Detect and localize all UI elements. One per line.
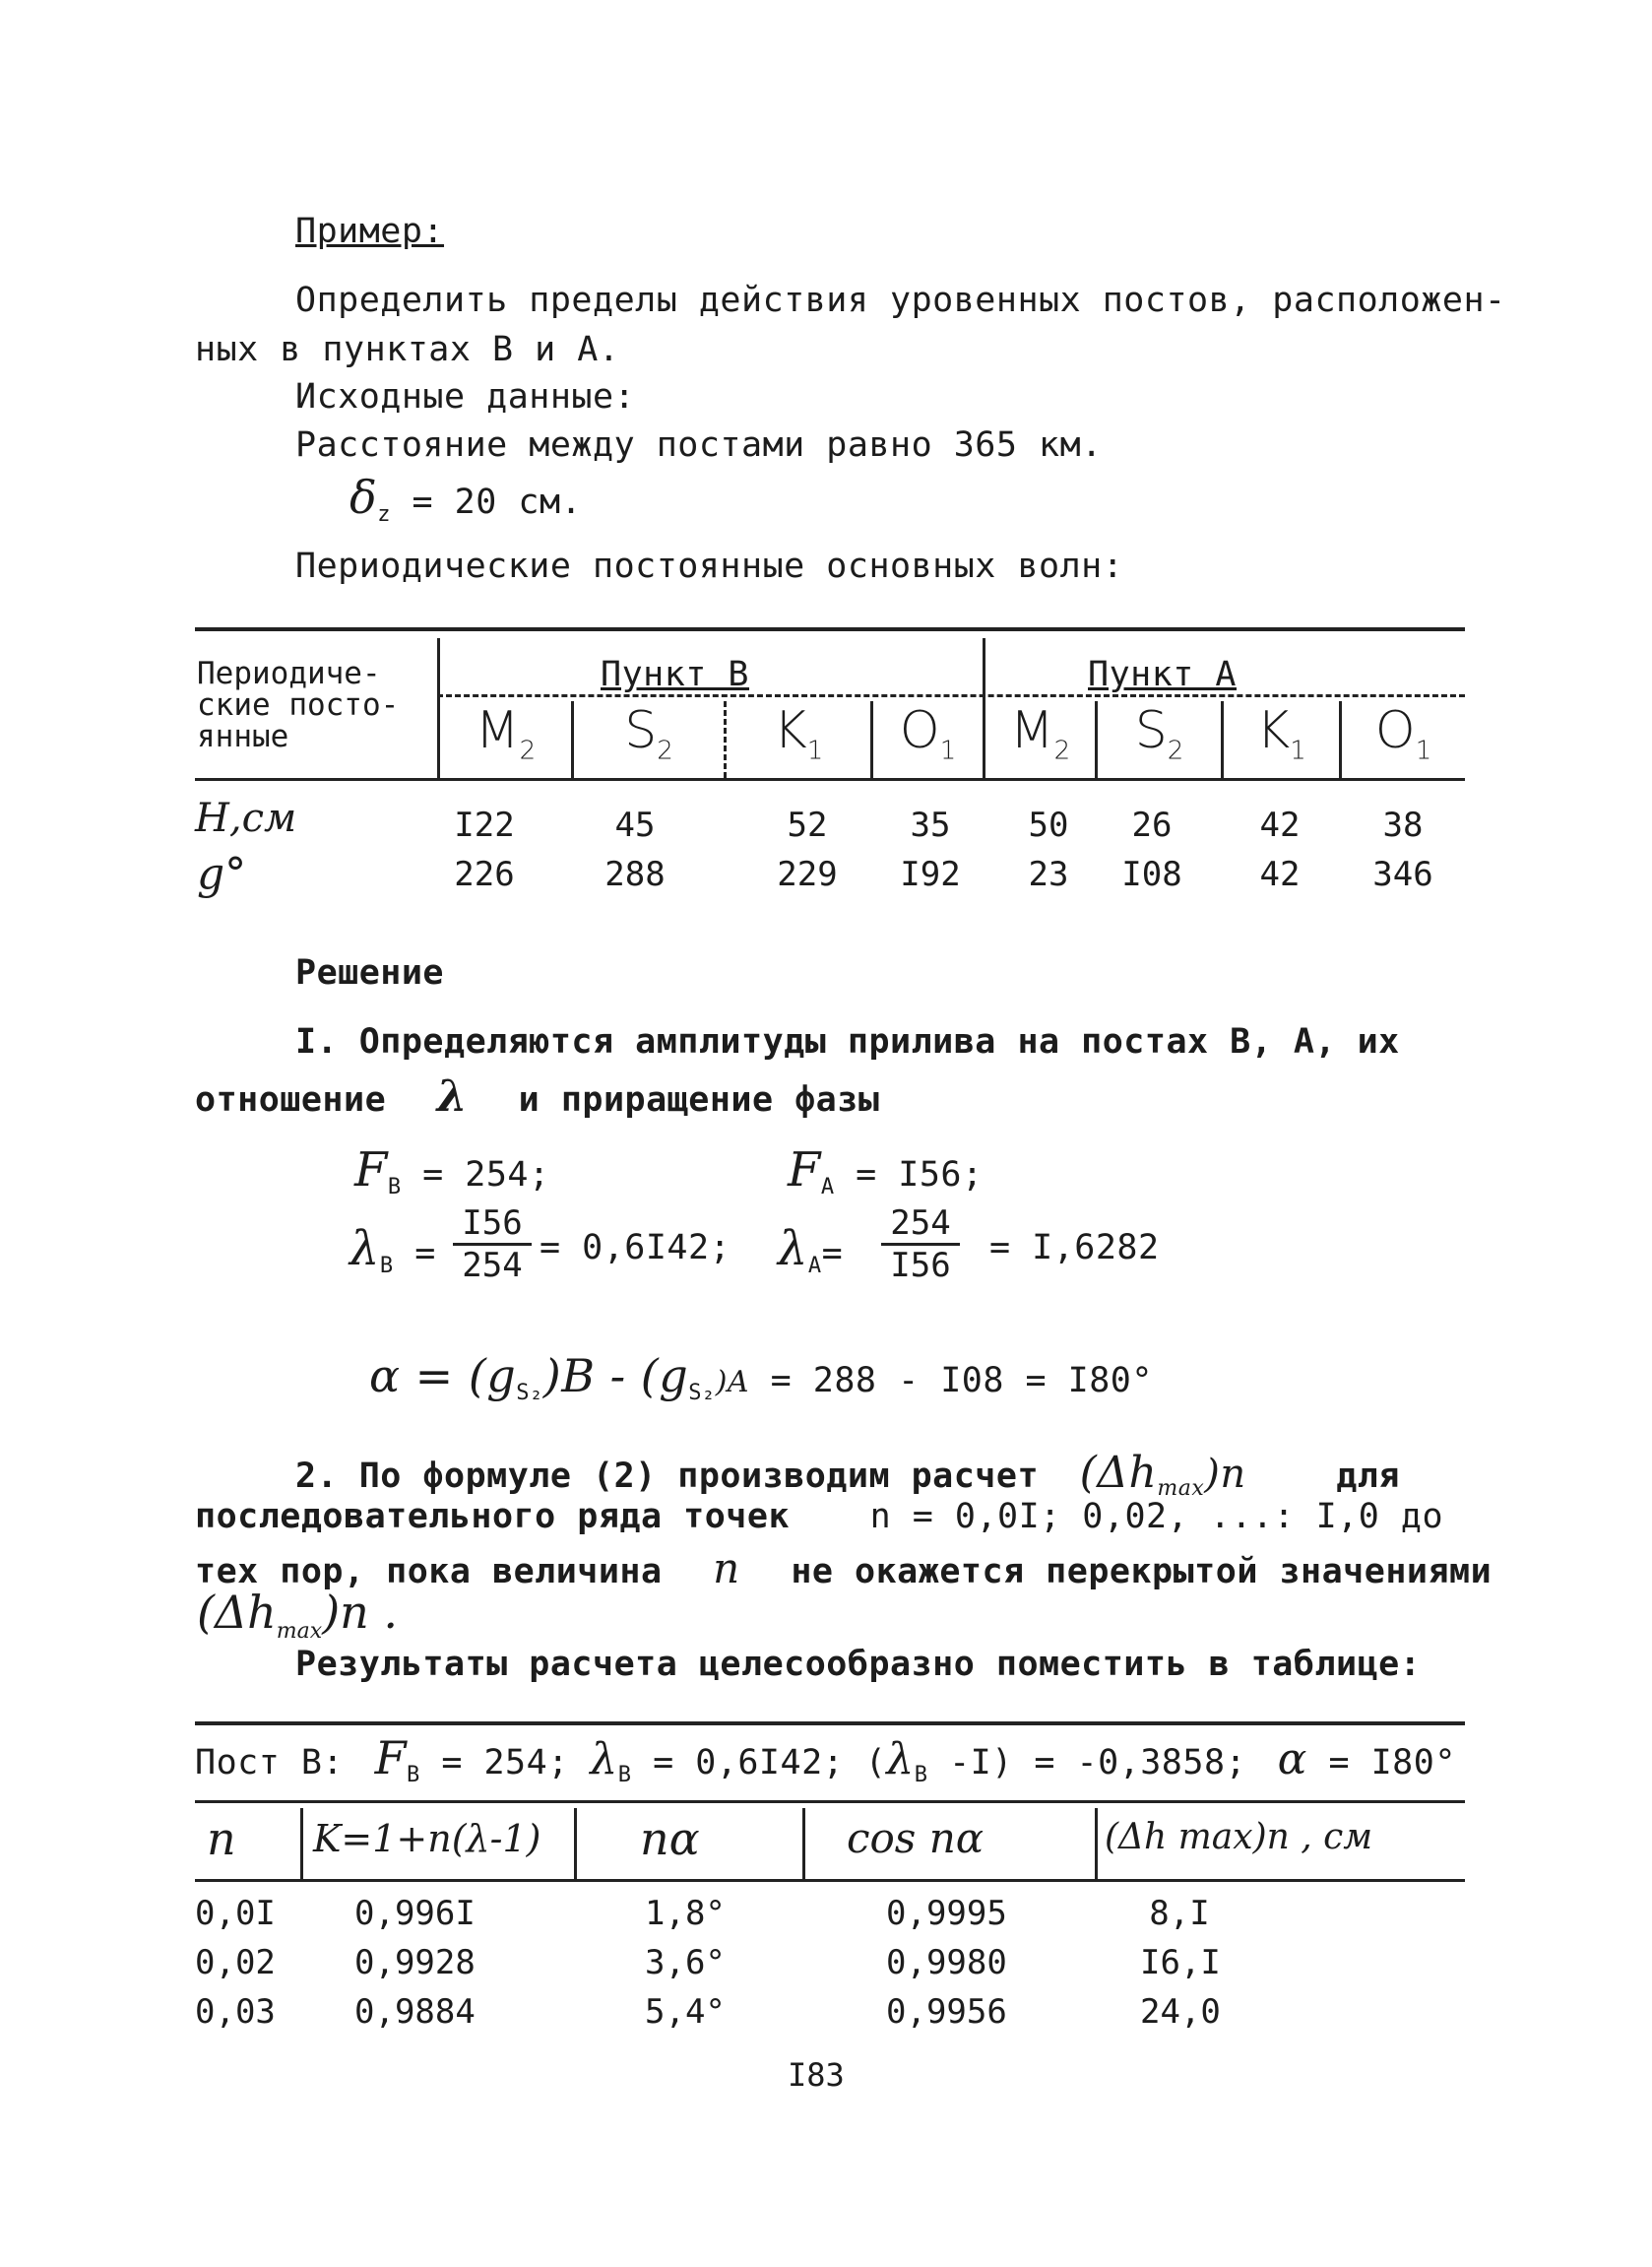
table-cell: 0,9980 [886,1943,1007,1982]
wave-main: M [1009,701,1054,760]
lambda-sub: A [807,1254,822,1278]
col-header-n: n [207,1812,236,1865]
fraction-la [881,1203,960,1285]
dh-end: )n [1204,1452,1246,1497]
dh-sub: max [1157,1476,1205,1501]
table-cell: 0,9884 [354,1992,476,2032]
table-cell: 0,9928 [354,1943,476,1982]
denominator: 254 [462,1246,523,1285]
caption-prefix: Пост В: [195,1743,345,1782]
row-label-h: H,см [195,796,297,841]
table-cell: I92 [900,855,961,894]
table-cell: 226 [454,855,515,894]
col-k [354,1889,476,2037]
alpha-sub: S₂ [688,1381,716,1405]
corner-label-line: Периодиче- [197,656,381,691]
wave-header [1224,701,1339,765]
f-sub: A [820,1175,835,1199]
table-cell: 229 [777,855,838,894]
wave-main: O [899,701,940,760]
col-header-cos: cos nα [847,1814,985,1862]
table-cell: 23 [1028,855,1069,894]
wave-sub: 1 [939,736,957,766]
wave-header [1098,701,1221,765]
input-data-label: Исходные данные: [295,377,636,417]
wave-header [873,701,983,765]
wave-sub: 1 [806,736,824,766]
step2-text: тех пор, пока величина [195,1552,663,1591]
table-cell: 38 [1382,806,1424,845]
caption-text: = I80° [1306,1743,1456,1782]
wave-main: S [624,701,658,760]
lambda-symbol: λ [590,1734,618,1784]
page-number: I83 [788,2056,845,2094]
point-b-header: Пункт В [601,655,750,694]
col-header-dh: (Δh max)n , см [1105,1817,1373,1857]
lambda-symbol: λ [436,1071,469,1122]
point-a-header: Пункт А [1088,655,1238,694]
delta-sub: z [377,502,391,527]
table-cell: 35 [910,806,951,845]
dh-sub: max [276,1619,323,1645]
lambda-symbol: λ [778,1221,808,1276]
formula-la: $\lambda_A=$ [778,1221,844,1278]
table-cell: 5,4° [645,1992,726,2032]
alpha-rhs: = 288 - I08 = I80° [749,1361,1153,1400]
table-cell: I22 [454,806,515,845]
lambda-sub: B [379,1254,394,1278]
table-cell: I6,I [1140,1943,1221,1982]
col-header-k: K=1+n(λ-1) [313,1817,541,1860]
formula-lb: $\lambda_B$ = [349,1221,436,1278]
table-cell: 50 [1028,806,1069,845]
results-line: Результаты расчета целесообразно поместить в таблице: [295,1645,1422,1684]
lb-result: = 0,6I42; [540,1228,731,1267]
delta-symbol: δ [349,471,378,524]
step1-line-1: I. Определяются амплитуды прилива на постах В, А, их [295,1022,1400,1062]
wave-sub: 2 [1053,736,1071,766]
col-cos [886,1889,1007,2037]
lambda-symbol: λ [886,1734,915,1784]
wave-header [1342,701,1465,765]
row-label-g: g° [197,849,247,899]
constants-title: Периодические постоянные основных волн: [295,547,1124,586]
dh-symbol: (Δh [1079,1448,1158,1498]
wave-sub: 1 [1290,736,1306,766]
delta-value: = 20 см. [390,483,583,522]
step2-text: последовательного ряда точек [195,1497,791,1536]
wave-header [440,701,571,765]
f-value: = 254; [401,1155,550,1195]
table-cell: 0,9995 [886,1894,1007,1933]
delta-line [349,471,582,527]
table-cell: 1,8° [645,1894,726,1933]
corner-label [197,658,399,752]
task-line-2: ных в пунктах В и А. [195,330,620,369]
f-symbol: F [374,1731,408,1784]
wave-sub: 2 [1167,736,1184,766]
wave-sub: 1 [1415,736,1432,766]
table-cell: 42 [1259,855,1301,894]
dh-end: )n . [322,1586,399,1639]
table-cell: 42 [1259,806,1301,845]
alpha-mid: )B - (g [542,1349,689,1402]
formula-fb [354,1142,550,1199]
results-caption [195,1731,1456,1787]
f-sub: B [387,1175,402,1199]
alpha-lhs: α = (g [369,1349,517,1402]
caption-text: = 0,6I42; ( [631,1743,887,1782]
table-cell: 52 [787,806,828,845]
denominator: I56 [890,1246,951,1285]
f-symbol: F [788,1142,821,1198]
wave-sub: 2 [519,736,537,766]
col-dh [1140,1889,1219,2037]
step1-line-2 [195,1071,879,1122]
table-cell: 26 [1131,806,1173,845]
caption-text: = 254; [419,1743,569,1782]
lambda-sub: B [617,1763,632,1787]
table-cell: I08 [1121,855,1182,894]
step1-text-a: отношение [195,1080,387,1120]
table-cell: 0,0I [195,1894,276,1933]
caption-text: -I) = -0,3858; [927,1743,1247,1782]
step2-line-4 [197,1586,398,1644]
lambda-sub: B [914,1763,928,1787]
n-symbol: n [713,1544,740,1592]
example-title: Пример: [295,212,445,251]
table-cell: 0,02 [195,1943,276,1982]
table-cell: 3,6° [645,1943,726,1982]
fraction-lb [453,1203,532,1285]
wave-main: K [773,701,807,760]
f-symbol: F [354,1142,388,1198]
solution-title: Решение [295,953,445,993]
wave-header [727,701,870,765]
step2-line-1 [295,1448,1400,1501]
alpha-mid: )A [715,1365,750,1399]
numerator: I56 [453,1203,532,1246]
distance-line: Расстояние между постами равно 365 км. [295,425,1103,465]
col-na [645,1889,726,2037]
table-cell: 0,03 [195,1992,276,2032]
table-cell: 288 [604,855,666,894]
wave-header [574,701,724,765]
task-line-1: Определить пределы действия уровенных постов, расположен- [295,281,1506,320]
corner-label-line: янные [197,719,289,754]
table-cell: 0,9956 [886,1992,1007,2032]
step2-text: не окажется перекрытой значениями [791,1552,1493,1591]
corner-label-line: ские посто- [197,687,400,723]
f-sub: B [407,1763,420,1787]
step2-text: 2. По формуле (2) производим расчет [295,1457,1040,1496]
table-cell: 24,0 [1140,1992,1221,2032]
alpha-sub: S₂ [516,1381,543,1405]
formula-fa [788,1142,984,1199]
step2-line-2 [195,1497,1443,1536]
wave-main: O [1374,701,1416,760]
la-result: = I,6282 [989,1228,1160,1267]
lambda-symbol: λ [349,1221,380,1276]
f-value: = I56; [834,1155,984,1195]
table-cell: 346 [1372,855,1433,894]
col-n [195,1889,276,2037]
numerator: 254 [881,1203,960,1246]
dh-symbol: (Δh [197,1586,277,1639]
col-header-na: nα [640,1812,700,1865]
wave-main: S [1134,701,1168,760]
table-cell: 45 [614,806,656,845]
table-cell: 8,I [1149,1894,1210,1933]
wave-sub: 2 [657,736,673,766]
step2-text: n = 0,0I; 0,02, ...: I,0 до [869,1497,1444,1536]
formula-alpha [369,1349,1153,1405]
step2-text: для [1336,1457,1400,1496]
wave-main: K [1256,701,1291,760]
table-cell: 0,996I [354,1894,476,1933]
step1-text-b: и приращение фазы [518,1080,880,1120]
wave-header [985,701,1095,765]
alpha-symbol: α [1277,1734,1307,1784]
wave-main: M [475,701,520,760]
